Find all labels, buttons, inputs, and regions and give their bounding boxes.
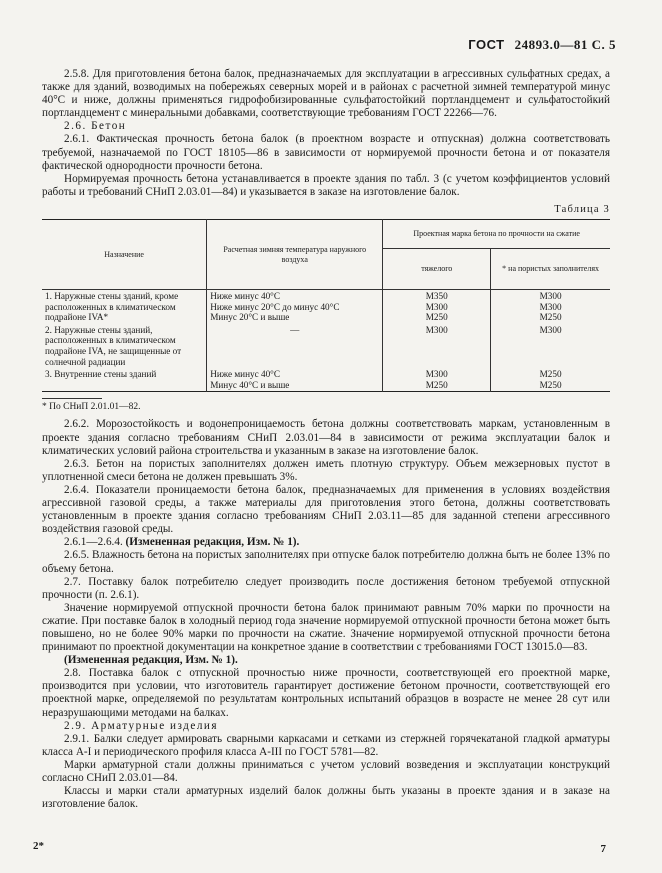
table-header-porous: * на пористых заполнителях: [491, 249, 610, 290]
paragraph-2-5-8: 2.5.8. Для приготовления бетона балок, предназначаемых для эксплуатации в агрессивных сульфатных средах, а также для зданий, возводимых на побережьях северных морей и в районах с расчетной зимней температурой минус 40°С и ниже, должны применяться гидрофобизированные сульфатостойкий портландцемент и сульфатостойкий портландцемент с минеральными добавками, соответствующие требованиям ГОСТ 22266—76.: [42, 68, 610, 120]
temp-value: —: [290, 324, 300, 335]
page-header: [468, 37, 616, 53]
grade-value: М300: [425, 369, 448, 380]
table-row: [42, 324, 610, 368]
table-header-heavy: тяжелого: [383, 249, 491, 290]
grade-value: М250: [425, 379, 448, 390]
section-heading-concrete: 2.6. Бетон: [64, 120, 127, 133]
grade-value: М300: [539, 301, 562, 312]
paragraph-2-6-3: 2.6.3. Бетон на пористых заполнителях должен иметь плотную структуру. Объем межзерновых пустот в уплотненной смеси бетона не должен превышать 3%.: [42, 457, 610, 483]
row-temperature: [207, 290, 383, 324]
footer-page-number: 7: [600, 843, 606, 855]
paragraph-2-6-4: 2.6.4. Показатели проницаемости бетона балок, предназначаемых для применения в условиях воздействия агрессивной газовой среды, а также материалы для приготовления этого бетона, должны соответствовать установленным в проекте здания согласно требованиям СНиП 2.03.11—85 для заданной степени агрессивного воздействия газовой среды.: [42, 483, 610, 536]
row-heavy: [383, 368, 491, 392]
temp-value: Минус 40°С и выше: [210, 379, 290, 390]
header-number: 24893.0—81 С. 5: [514, 37, 616, 52]
grade-value: М350: [425, 291, 448, 302]
paragraph-2-9-1-b: Марки арматурной стали должны приниматься с учетом условий возведения и эксплуатации конструкций согласно СНиП 2.03.01—84.: [42, 758, 610, 784]
grade-value: М250: [539, 312, 562, 323]
row-porous: [491, 324, 610, 368]
table-header-temperature: Расчетная зимняя температура наружного воздуха: [207, 220, 383, 290]
temp-value: Ниже минус 40°С: [210, 369, 280, 380]
document-body: [42, 68, 610, 811]
row-purpose: 2. Наружные стены зданий, расположенных в климатическом подрайоне IVA, не защищенные от солнечной радиации: [45, 324, 182, 367]
paragraph-2-7-amendment: (Измененная редакция, Изм. № 1).: [64, 654, 238, 667]
table-3: [42, 219, 610, 392]
amendment-note: (Измененная редакция, Изм. № 1).: [125, 536, 300, 549]
paragraph-2-6-1: 2.6.1. Фактическая прочность бетона балок (в проектном возрасте и отпускная) должна соответствовать требуемой, назначаемой по ГОСТ 18105—86 в зависимости от нормируемой прочности бетона и от показателя фактической однородности прочности бетона.: [42, 133, 610, 172]
temp-value: Минус 20°С и выше: [210, 312, 290, 323]
header-gost: ГОСТ: [468, 37, 505, 52]
amendment-ref: 2.6.1—2.6.4.: [64, 536, 123, 549]
paragraph-2-6-2: 2.6.2. Морозостойкость и водонепроницаемость бетона должны соответствовать маркам, установленным в проекте здания согласно требованиям СНиП 2.03.01—84 в зависимости от режима эксплуатации балок и климатических условий района строительства и указанным в заказе на изготовление балок.: [42, 418, 610, 457]
grade-value: М250: [539, 369, 562, 380]
table-caption: Таблица 3: [554, 203, 610, 215]
grade-value: М300: [539, 324, 562, 335]
paragraph-2-9-1-c: Классы и марки стали арматурных изделий балок должны быть указаны в проекте здания и в заказе на изготовление балок.: [42, 785, 610, 811]
grade-value: М300: [539, 291, 562, 302]
row-porous: [491, 368, 610, 392]
paragraph-2-6-5: 2.6.5. Влажность бетона на пористых заполнителях при отпуске балок потребителю должна быть не более 13% по объему бетона.: [42, 549, 610, 575]
table-footnote: * По СНиП 2.01.01—82.: [42, 398, 102, 414]
paragraph-2-7-b: Значение нормируемой отпускной прочности бетона балок принимают равным 70% марки по прочности на сжатие. При поставке балок в холодный период года значение нормируемой отпускной прочности бетона может быть повышено, но не более 90% марки по прочности на сжатие. Значение нормируемой отпускной прочности бетона принимают по проектной документации на конкретное здание в соответствии с требованиями ГОСТ 13015.0—83.: [42, 601, 610, 654]
row-temperature: [207, 324, 383, 368]
paragraph-2-6-1-b: Нормируемая прочность бетона устанавливается в проекте здания по табл. 3 (с учетом коэффициентов условий работы и требований СНиП 2.03.01—84) и указывается в заказе на изготовление балок.: [42, 172, 610, 198]
paragraph-2-9-1: 2.9.1. Балки следует армировать сварными каркасами и сетками из стержней горячекатаной гладкой арматуры класса А-I и периодического профиля класса А-III по ГОСТ 5781—82.: [42, 732, 610, 758]
paragraph-2-7: 2.7. Поставку балок потребителю следует производить после достижения бетоном требуемой отпускной прочности (п. 2.6.1).: [42, 575, 610, 601]
grade-value: М300: [425, 324, 448, 335]
table-row: [42, 368, 610, 392]
section-heading-reinforcement: 2.9. Арматурные изделия: [64, 719, 219, 732]
paragraph-2-6-x-amendment: [42, 536, 610, 549]
temp-value: Ниже минус 20°С до минус 40°С: [210, 301, 340, 312]
grade-value: М250: [425, 312, 448, 323]
row-heavy: [383, 290, 491, 324]
paragraph-2-8: 2.8. Поставка балок с отпускной прочностью ниже прочности, соответствующей его проектной марке, производится при условии, что изготовитель гарантирует достижение бетоном прочности, соответствующей его проектной марке, определяемой по результатам контрольных испытаний образцов в возрасте не менее 28 сут или неразрушающими методами на балках.: [42, 667, 610, 719]
grade-value: М300: [425, 301, 448, 312]
row-purpose: 1. Наружные стены зданий, кроме расположенных в климатическом подрайоне IVA*: [45, 291, 179, 323]
table-header-purpose: Назначение: [104, 249, 144, 259]
row-porous: [491, 290, 610, 324]
grade-value: М250: [539, 379, 562, 390]
row-purpose: 3. Внутренние стены зданий: [45, 369, 157, 380]
row-heavy: [383, 324, 491, 368]
footer-sheet-mark: 2*: [33, 840, 44, 852]
temp-value: Ниже минус 40°С: [210, 291, 280, 302]
table-header-grade: Проектная марка бетона по прочности на сжатие: [383, 220, 610, 249]
table-row: [42, 290, 610, 324]
row-temperature: [207, 368, 383, 392]
